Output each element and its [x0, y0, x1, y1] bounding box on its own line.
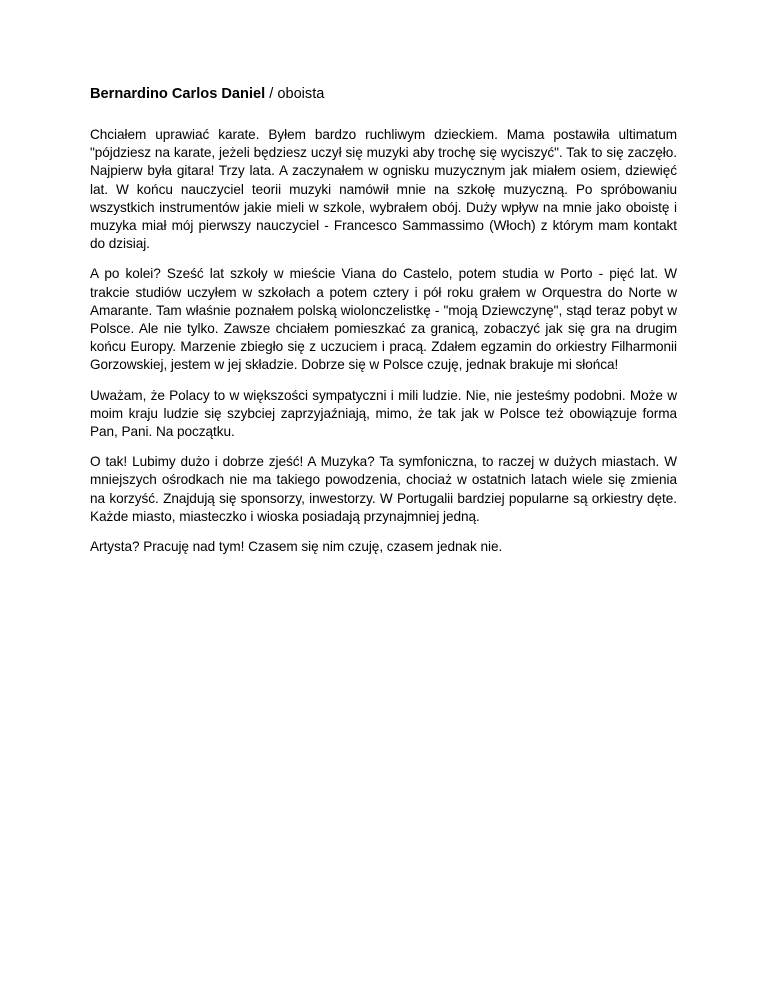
document-heading: [90, 85, 677, 103]
paragraph-1: Chciałem uprawiać karate. Byłem bardzo ruchliwym dzieckiem. Mama postawiła ultimatum "pójdziesz na karate, jeżeli będziesz uczył się muzyki aby trochę się wyciszyć". Tak to się zaczęło. Najpierw była gitara! Trzy lata. A zaczynałem w ognisku muzycznym jak miałem osiem, dziewięć lat. W końcu nauczyciel teorii muzyki namówił mnie na szkołę muzyczną. Po spróbowaniu wszystkich instrumentów jakie mieli w szkole, wybrałem obój. Duży wpływ na mnie jako oboistę i muzyka miał mój pierwszy nauczyciel - Francesco Sammassimo (Włoch) z którym mam kontakt do dzisiaj.: [90, 127, 677, 252]
paragraph-3: Uważam, że Polacy to w większości sympatyczni i mili ludzie. Nie, nie jesteśmy podobni. Może w moim kraju ludzie się szybciej zaprzyjaźniają, mimo, że tak jak w Polsce też obowiązuje forma Pan, Pani. Na początku.: [90, 387, 677, 440]
paragraph-4: O tak! Lubimy dużo i dobrze zjeść! A Muzyka? Ta symfoniczna, to raczej w dużych miastach. W mniejszych ośrodkach nie ma takiego powodzenia, chociaż w ostatnich latach wiele się zmienia na korzyść. Znajdują się sponsorzy, inwestorzy. W Portugalii bardziej popularne są orkiestry dęte. Każde miasto, miasteczko i wioska posiadają przynajmniej jedną.: [90, 454, 677, 524]
document-page: [90, 85, 677, 568]
author-name: Bernardino Carlos Daniel: [90, 86, 266, 102]
author-role: / oboista: [265, 86, 325, 102]
paragraph-5: Artysta? Pracuję nad tym! Czasem się nim czuję, czasem jednak nie.: [90, 539, 503, 555]
paragraph-2: A po kolei? Sześć lat szkoły w mieście Viana do Castelo, potem studia w Porto - pięć lat. W trakcie studiów uczyłem w szkołach a potem cztery i pół roku grałem w Orquestra do Norte w Amarante. Tam właśnie poznałem polską wiolonczelistkę - "moją Dziewczynę", stąd teraz pobyt w Polsce. Ale nie tylko. Zawsze chciałem pomieszkać za granicą, zobaczyć jak się gra na drugim końcu Europy. Marzenie zbiegło się z uczuciem i pracą. Zdałem egzamin do orkiestry Filharmonii Gorzowskiej, jestem w jej składzie. Dobrze się w Polsce czuję, jednak brakuje mi słońca!: [90, 266, 677, 373]
